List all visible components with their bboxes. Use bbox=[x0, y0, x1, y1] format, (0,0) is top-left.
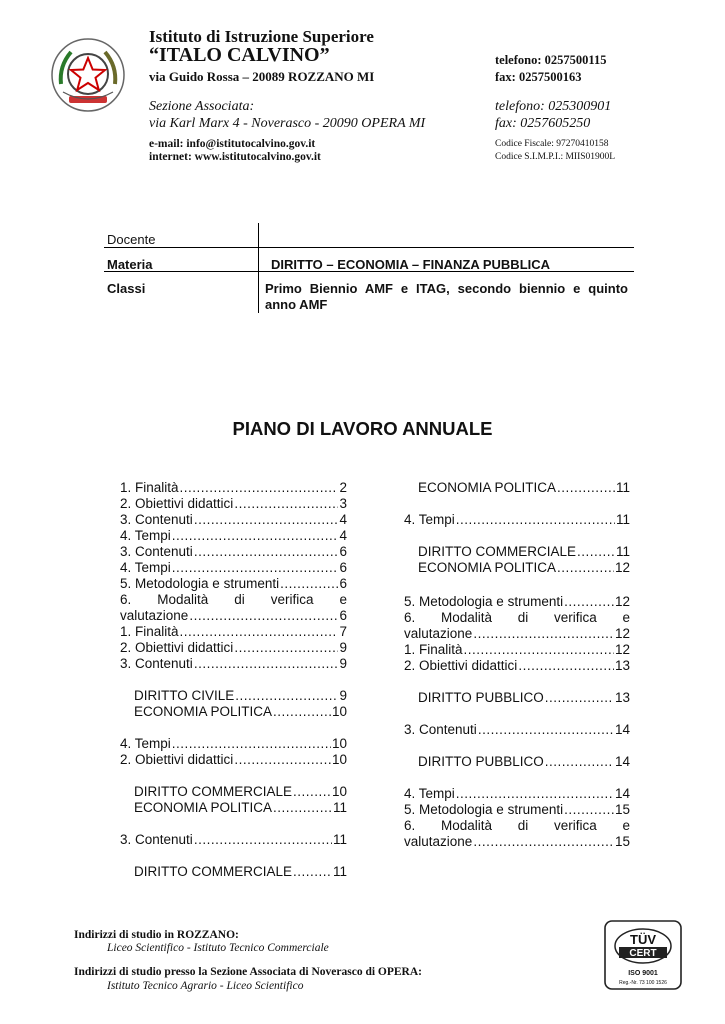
toc-item[interactable]: 5. Metodologia e strumenti ..... 15 bbox=[404, 802, 630, 818]
toc-item[interactable]: 2. Obiettivi didattici ..... 13 bbox=[404, 658, 630, 674]
toc-item[interactable]: 6. Modalità di verifica e valutazione ..... 6 bbox=[120, 592, 347, 624]
docente-label: Docente bbox=[107, 232, 156, 247]
sezione-telefono: telefono: 025300901 bbox=[495, 99, 612, 114]
toc-item[interactable]: DIRITTO PUBBLICO ..... 14 bbox=[418, 754, 630, 770]
school-email: e-mail: info@istitutocalvino.gov.it bbox=[149, 138, 316, 150]
materia-label: Materia bbox=[107, 257, 153, 272]
codice-simpi: Codice S.I.M.P.I.: MIIS01900L bbox=[495, 152, 616, 162]
toc-item[interactable]: 4. Tempi ..... 11 bbox=[404, 512, 630, 528]
toc-item[interactable]: 3. Contenuti ..... 14 bbox=[404, 722, 630, 738]
sezione-address: via Karl Marx 4 - Noverasco - 20090 OPERA MI bbox=[149, 116, 426, 131]
footer-opera-value: Istituto Tecnico Agrario - Liceo Scientifico bbox=[107, 980, 304, 992]
codice-fiscale: Codice Fiscale: 97270410158 bbox=[495, 139, 609, 149]
toc-item[interactable]: 2. Obiettivi didattici ..... 3 bbox=[120, 496, 347, 512]
school-fax: fax: 0257500163 bbox=[495, 70, 582, 84]
toc-left-column bbox=[120, 480, 347, 880]
svg-text:ISO 9001: ISO 9001 bbox=[628, 970, 658, 977]
footer-rozzano-value: Liceo Scientifico - Istituto Tecnico Commerciale bbox=[107, 942, 329, 954]
classi-value: Primo Biennio AMF e ITAG, secondo biennio e quinto anno AMF bbox=[265, 281, 628, 312]
toc-right-column bbox=[404, 480, 630, 850]
classi-label: Classi bbox=[107, 281, 146, 296]
school-address: via Guido Rossa – 20089 ROZZANO MI bbox=[149, 69, 375, 84]
toc-item[interactable]: 2. Obiettivi didattici ..... 10 bbox=[120, 752, 347, 768]
toc-item[interactable]: ECONOMIA POLITICA ..... 12 bbox=[418, 560, 630, 576]
svg-text:CERT: CERT bbox=[629, 948, 657, 959]
school-name-line1: Istituto di Istruzione Superiore bbox=[149, 27, 374, 46]
toc-item[interactable]: DIRITTO COMMERCIALE ..... 11 bbox=[134, 864, 347, 880]
toc-item[interactable]: 6. Modalità di verifica e valutazione ..... 12 bbox=[404, 610, 630, 642]
table-divider-vertical bbox=[258, 223, 259, 313]
toc-item[interactable]: 4. Tempi ..... 14 bbox=[404, 786, 630, 802]
toc-item[interactable]: ECONOMIA POLITICA ..... 11 bbox=[418, 480, 630, 496]
school-website: internet: www.istitutocalvino.gov.it bbox=[149, 151, 321, 163]
italian-republic-emblem-icon bbox=[49, 36, 127, 114]
table-divider-horizontal bbox=[104, 247, 634, 248]
toc-item[interactable]: 4. Tempi ..... 6 bbox=[120, 560, 347, 576]
page-title: PIANO DI LAVORO ANNUALE bbox=[232, 418, 493, 439]
school-telefono: telefono: 0257500115 bbox=[495, 53, 607, 67]
toc-item[interactable]: 4. Tempi ..... 4 bbox=[120, 528, 347, 544]
svg-text:Reg.-Nr. 73 100 1526: Reg.-Nr. 73 100 1526 bbox=[619, 980, 667, 986]
toc-item[interactable]: 3. Contenuti ..... 6 bbox=[120, 544, 347, 560]
toc-item[interactable]: DIRITTO COMMERCIALE ..... 11 bbox=[418, 544, 630, 560]
toc-item[interactable]: 1. Finalità ..... 2 bbox=[120, 480, 347, 496]
toc-item[interactable]: DIRITTO PUBBLICO ..... 13 bbox=[418, 690, 630, 706]
sezione-label: Sezione Associata: bbox=[149, 99, 255, 114]
toc-item[interactable]: 2. Obiettivi didattici ..... 9 bbox=[120, 640, 347, 656]
toc-item[interactable]: ECONOMIA POLITICA ..... 11 bbox=[134, 800, 347, 816]
toc-item[interactable]: 3. Contenuti ..... 9 bbox=[120, 656, 347, 672]
toc-item[interactable]: 3. Contenuti ..... 11 bbox=[120, 832, 347, 848]
tuv-cert-logo-icon bbox=[604, 920, 682, 990]
toc-item[interactable]: 6. Modalità di verifica e valutazione ..... 15 bbox=[404, 818, 630, 850]
footer-rozzano-label: Indirizzi di studio in ROZZANO: bbox=[74, 929, 239, 941]
sezione-fax: fax: 0257605250 bbox=[495, 116, 591, 131]
toc-item[interactable]: DIRITTO COMMERCIALE ..... 10 bbox=[134, 784, 347, 800]
toc-item[interactable]: ECONOMIA POLITICA ..... 10 bbox=[134, 704, 347, 720]
materia-value: DIRITTO – ECONOMIA – FINANZA PUBBLICA bbox=[271, 257, 551, 272]
school-name-line2: “ITALO CALVINO” bbox=[149, 44, 330, 66]
toc-item[interactable]: 1. Finalità ..... 12 bbox=[404, 642, 630, 658]
toc-item[interactable]: 4. Tempi ..... 10 bbox=[120, 736, 347, 752]
toc-item[interactable]: 5. Metodologia e strumenti ..... 12 bbox=[404, 594, 630, 610]
toc-item[interactable]: 3. Contenuti ..... 4 bbox=[120, 512, 347, 528]
toc-item[interactable]: 5. Metodologia e strumenti ..... 6 bbox=[120, 576, 347, 592]
toc-item[interactable]: DIRITTO CIVILE ..... 9 bbox=[134, 688, 347, 704]
svg-text:TÜV: TÜV bbox=[630, 932, 656, 947]
footer-opera-label: Indirizzi di studio presso la Sezione Associata di Noverasco di OPERA: bbox=[74, 966, 422, 978]
toc-item[interactable]: 1. Finalità ..... 7 bbox=[120, 624, 347, 640]
